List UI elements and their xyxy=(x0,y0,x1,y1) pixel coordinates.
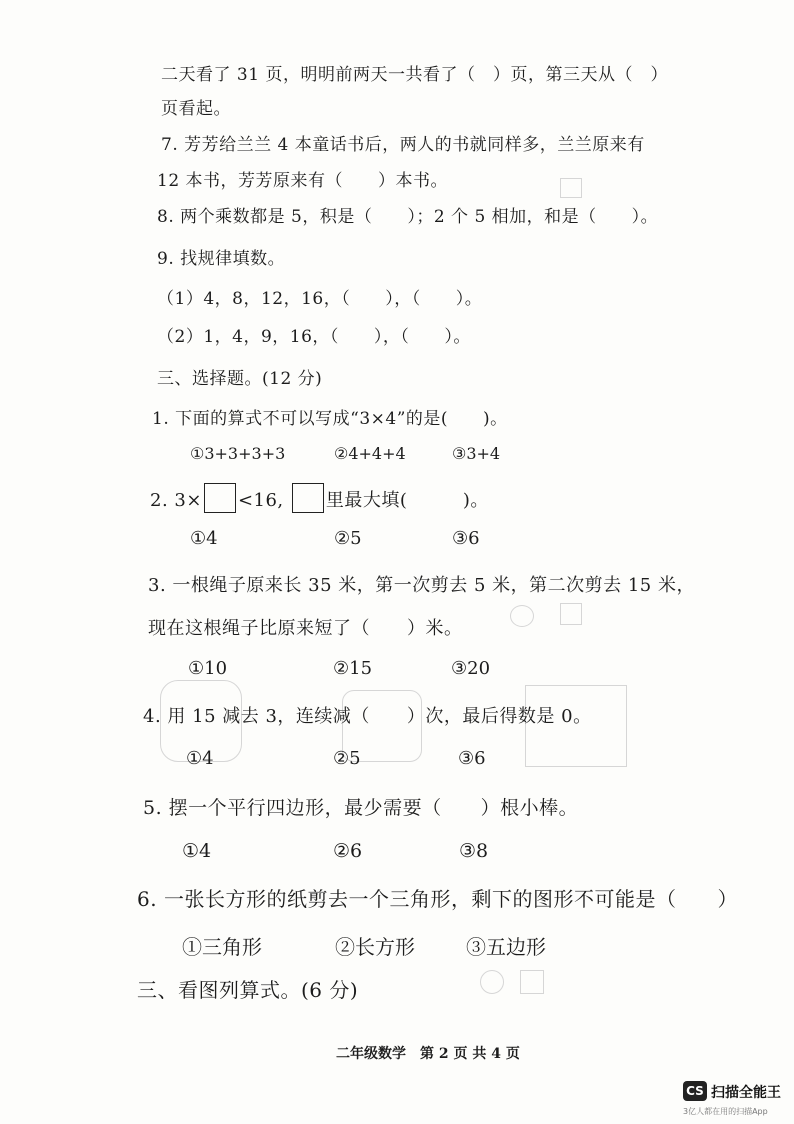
mc-q3-option-3: ③20 xyxy=(451,658,491,679)
watermark-tagline: 3亿人都在用的扫描App xyxy=(683,1107,768,1116)
question-6-end: 页看起。 xyxy=(161,99,231,119)
mc-q3-option-2: ②15 xyxy=(333,658,373,679)
mc-question-4: 4. 用 15 减去 3，连续减（ ）次，最后得数是 0。 xyxy=(143,706,592,727)
mc-q6-option-1: ①三角形 xyxy=(182,935,262,959)
question-9-part-1: （1）4，8，12，16，（ ），（ ）。 xyxy=(157,289,483,309)
section-heading-choice: 三、选择题。(12 分) xyxy=(157,369,323,389)
question-7-line-1: 7. 芳芳给兰兰 4 本童话书后，两人的书就同样多，兰兰原来有 xyxy=(161,135,645,155)
mc-q5-option-3: ③8 xyxy=(459,840,489,862)
mc-q2-prefix: 2. 3× xyxy=(150,490,202,511)
watermark-name: 扫描全能王 xyxy=(711,1085,781,1101)
mc-q6-option-3: ③五边形 xyxy=(466,935,546,959)
blank-box xyxy=(204,483,236,513)
bleed-through-shape xyxy=(520,970,544,994)
mc-q1-option-2: ②4+4+4 xyxy=(334,444,406,463)
mc-q5-option-1: ①4 xyxy=(182,840,212,862)
mc-q6-option-2: ②长方形 xyxy=(335,935,415,959)
mc-q1-option-1: ①3+3+3+3 xyxy=(190,444,286,463)
mc-question-5: 5. 摆一个平行四边形，最少需要（ ）根小棒。 xyxy=(143,797,579,819)
mc-q4-option-3: ③6 xyxy=(458,748,486,769)
section-heading-picture: 三、看图列算式。(6 分) xyxy=(137,978,359,1002)
bleed-through-shape xyxy=(560,178,582,198)
mc-q1-option-3: ③3+4 xyxy=(452,444,501,463)
mc-question-3-line-1: 3. 一根绳子原来长 35 米，第一次剪去 5 米，第二次剪去 15 米， xyxy=(148,575,695,596)
blank-box xyxy=(292,483,324,513)
question-9: 9. 找规律填数。 xyxy=(157,249,286,269)
mc-q5-option-2: ②6 xyxy=(333,840,363,862)
mc-q4-option-2: ②5 xyxy=(333,748,361,769)
mc-q2-option-2: ②5 xyxy=(334,528,362,549)
question-8: 8. 两个乘数都是 5，积是（ ）；2 个 5 相加，和是（ ）。 xyxy=(157,207,659,227)
question-9-part-2: （2）1，4，9，16，（ ），（ ）。 xyxy=(157,327,471,347)
mc-q4-option-1: ①4 xyxy=(186,748,214,769)
mc-q2-suffix: 里最大填( )。 xyxy=(325,490,489,511)
bleed-through-shape xyxy=(560,603,582,625)
page-footer: 二年级数学 第 2 页 共 4 页 xyxy=(336,1046,520,1062)
question-7-line-2: 12 本书，芳芳原来有（ ）本书。 xyxy=(157,171,449,191)
camscanner-logo-icon: CS xyxy=(683,1081,707,1101)
question-6-continued: 二天看了 31 页，明明前两天一共看了（ ）页，第三天从（ ） xyxy=(161,65,668,85)
mc-q2-option-1: ①4 xyxy=(190,528,218,549)
mc-question-1: 1. 下面的算式不可以写成“3×4”的是( )。 xyxy=(152,409,508,429)
mc-question-3-line-2: 现在这根绳子比原来短了（ ）米。 xyxy=(148,618,463,639)
mc-q2-option-3: ③6 xyxy=(452,528,480,549)
mc-q2-inequality: <16, xyxy=(237,490,284,511)
mc-question-2 xyxy=(150,483,489,513)
bleed-through-shape xyxy=(510,605,534,627)
mc-question-6: 6. 一张长方形的纸剪去一个三角形，剩下的图形不可能是（ ） xyxy=(137,887,738,911)
bleed-through-shape xyxy=(480,970,504,994)
mc-q3-option-1: ①10 xyxy=(188,658,228,679)
